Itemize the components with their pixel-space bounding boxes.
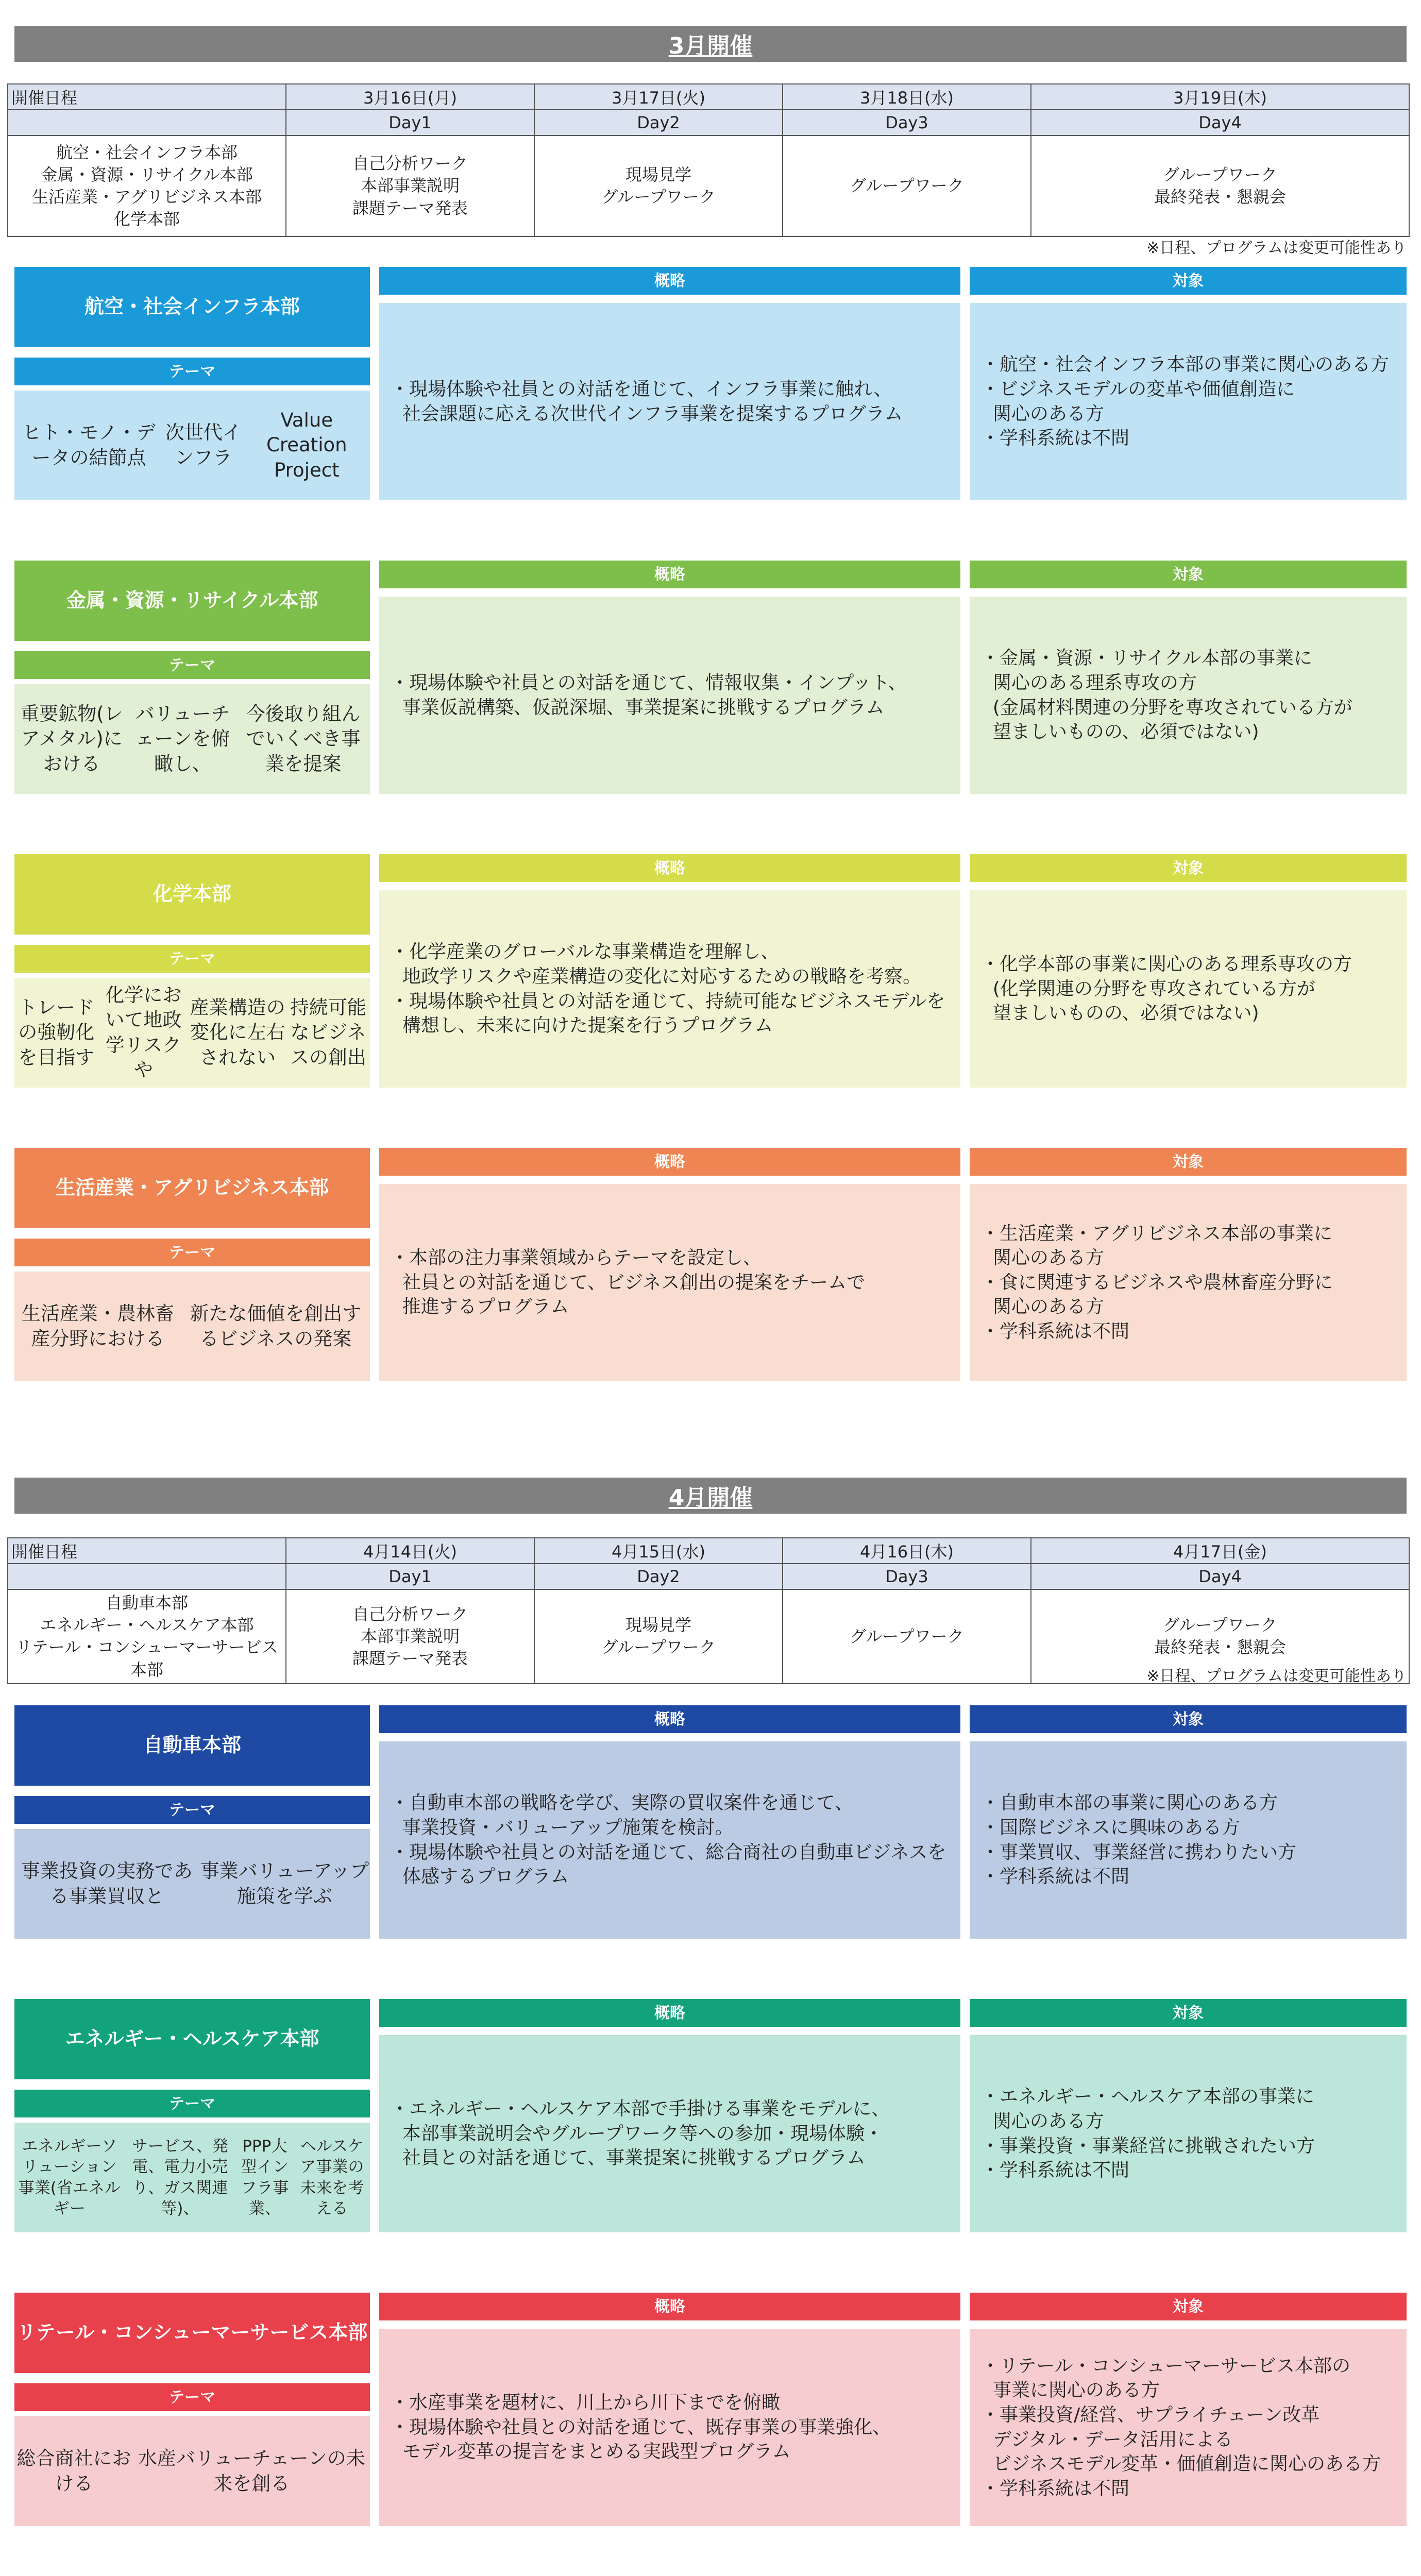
text-line: ・学科系統は不問 — [981, 2478, 1130, 2499]
text-line: PPP大型インフラ事業、 — [241, 2137, 289, 2218]
text-line: リテール・コンシューマーサービス本部 — [15, 1637, 278, 1680]
text-line: 金属・資源・リサイクル本部 — [41, 164, 253, 184]
program-overview-label: 概略 — [379, 561, 960, 588]
schedule-day-content — [783, 135, 1031, 236]
program-target-label: 対象 — [970, 1999, 1407, 2027]
text-line: 地政学リスクや産業構造の変化に対応するための戦略を考察。 — [391, 965, 922, 987]
program-department-name — [14, 854, 370, 935]
text-line: ・現場体験や社員との対話を通じて、総合商社の自動車ビジネスを — [391, 1841, 946, 1863]
text-line: ・食に関連するビジネスや農林畜産分野に — [981, 1272, 1333, 1293]
schedule-day-content — [1031, 135, 1409, 236]
text-line: ・現場体験や社員との対話を通じて、インフラ事業に触れ、 — [391, 378, 892, 400]
program-target-lines — [981, 952, 1352, 1026]
text-line: ・自動車本部の戦略を学び、実際の買収案件を通じて、 — [391, 1792, 853, 1814]
program-target-label: 対象 — [970, 1148, 1407, 1176]
text-line: グループワーク — [601, 1637, 716, 1657]
schedule-departments-cell — [8, 1589, 286, 1684]
text-line: ヘルスケア事業の未来を考える — [300, 2137, 364, 2218]
program-target-label: 対象 — [970, 1705, 1407, 1733]
text-line: 関心のある理系専攻の方 — [981, 672, 1197, 693]
schedule-date: 4月17日(金) — [1031, 1538, 1409, 1564]
text-line: 関心のある方 — [981, 2110, 1104, 2132]
schedule-day: Day3 — [783, 110, 1031, 135]
schedule-day-content — [534, 1589, 783, 1684]
text-line: ・ビジネスモデルの変革や価値創造に — [981, 378, 1295, 400]
program-target-text — [970, 1741, 1407, 1939]
text-line: 社員との対話を通じて、事業提案に挑戦するプログラム — [391, 2147, 866, 2169]
program-theme-label: テーマ — [14, 358, 370, 385]
section-title-march — [14, 26, 1407, 62]
program-overview-text — [379, 303, 960, 500]
schedule-day-content — [783, 1589, 1031, 1684]
program-department-name — [14, 561, 370, 641]
program-block — [0, 267, 1421, 512]
program-overview-lines — [391, 2391, 891, 2464]
text-line: ・現場体験や社員との対話を通じて、既存事業の事業強化、 — [391, 2416, 891, 2438]
program-theme-label: テーマ — [14, 945, 370, 973]
text-line: ・事業投資・事業経営に挑戦されたい方 — [981, 2135, 1315, 2157]
text-line: ・化学本部の事業に関心のある理系専攻の方 — [981, 954, 1352, 975]
text-line: 水産バリューチェーンの未来を創る — [138, 2447, 365, 2495]
text-line: 社員との対話を通じて、ビジネス創出の提案をチームで — [391, 1272, 866, 1293]
schedule-day: Day1 — [286, 1564, 534, 1589]
text-line: ・リテール・コンシューマーサービス本部の — [981, 2355, 1350, 2377]
program-theme-label: テーマ — [14, 651, 370, 679]
schedule-empty-cell — [8, 110, 286, 135]
program-target-text — [970, 2329, 1407, 2526]
text-line: 最終発表・懇親会 — [1154, 187, 1286, 207]
program-target-text — [970, 597, 1407, 794]
text-line: (金属材料関連の分野を専攻されている方が — [981, 697, 1352, 718]
text-line: 重要鉱物(レアメタル)における — [20, 703, 123, 775]
program-target-text — [970, 303, 1407, 500]
text-line: ・生活産業・アグリビジネス本部の事業に — [981, 1223, 1332, 1244]
schedule-date-row — [8, 84, 1409, 110]
text-line: グループワーク — [1163, 164, 1277, 184]
schedule-date: 4月16日(木) — [783, 1538, 1031, 1564]
schedule-date: 3月17日(火) — [534, 84, 783, 110]
text-line: ・本部の注力事業領域からテーマを設定し、 — [391, 1247, 762, 1269]
section-title-april — [14, 1478, 1407, 1514]
program-theme-label: テーマ — [14, 2383, 370, 2411]
schedule-table-march — [7, 83, 1410, 237]
schedule-date: 4月14日(火) — [286, 1538, 534, 1564]
program-department-name — [14, 2293, 370, 2373]
text-line: 化学本部 — [113, 209, 180, 229]
text-line: 課題テーマ発表 — [352, 198, 468, 218]
program-overview-lines — [391, 1791, 946, 1889]
text-line: 航空・社会インフラ本部 — [84, 295, 300, 318]
text-line: ・現場体験や社員との対話を通じて、情報収集・インプット、 — [391, 672, 907, 693]
program-overview-text — [379, 2035, 960, 2232]
text-line: 事業バリューアップ施策を学ぶ — [200, 1860, 369, 1907]
program-theme-label: テーマ — [14, 1239, 370, 1266]
text-line: ・学科系統は不問 — [981, 2160, 1130, 2181]
program-overview-label: 概略 — [379, 1705, 960, 1733]
text-line: 総合商社における — [16, 2447, 131, 2495]
program-theme-text — [14, 2416, 370, 2526]
text-line: ・事業買収、事業経営に携わりたい方 — [981, 1841, 1297, 1863]
schedule-date-row — [8, 1538, 1409, 1564]
text-line: グループワーク — [1163, 1615, 1277, 1635]
section-title-text: 4月開催 — [668, 1485, 753, 1511]
schedule-day: Day1 — [286, 110, 534, 135]
text-line: ・水産事業を題材に、川上から川下までを俯瞰 — [391, 2392, 781, 2414]
program-target-text — [970, 890, 1407, 1088]
program-overview-label: 概略 — [379, 2293, 960, 2320]
text-line: ヒト・モノ・データの結節点 — [22, 421, 156, 469]
program-theme-label: テーマ — [14, 1796, 370, 1824]
program-theme-text — [14, 1829, 370, 1939]
text-line: 持続可能なビジネスの創出 — [290, 996, 366, 1069]
text-line: 最終発表・懇親会 — [1154, 1637, 1286, 1657]
program-block — [0, 561, 1421, 805]
text-line: 推進するプログラム — [391, 1296, 569, 1318]
text-line: 事業に関心のある方 — [981, 2380, 1160, 2401]
schedule-day: Day4 — [1031, 1564, 1409, 1589]
section-title-text: 3月開催 — [668, 33, 753, 59]
program-overview-text — [379, 1741, 960, 1939]
program-target-lines — [981, 646, 1352, 744]
schedule-note: ※日程、プログラムは変更可能性あり — [1146, 1667, 1407, 1685]
schedule-note: ※日程、プログラムは変更可能性あり — [1146, 239, 1407, 257]
text-line: 構想し、未来に向けた提案を行うプログラム — [391, 1015, 773, 1037]
text-line: 事業投資・バリューアップ施策を検討。 — [391, 1817, 734, 1838]
text-line: エネルギー・ヘルスケア本部 — [65, 2027, 319, 2050]
program-target-lines — [981, 2084, 1315, 2182]
program-block — [0, 1705, 1421, 1950]
schedule-content-row — [8, 135, 1409, 236]
text-line: ・学科系統は不問 — [981, 428, 1130, 449]
text-line: Value Creation Project — [266, 409, 347, 481]
text-line: サービス、発電、電力小売り、ガス関連等)、 — [131, 2137, 228, 2218]
program-department-name — [14, 1148, 370, 1228]
text-line: 事業投資の実務である事業買収と — [21, 1860, 193, 1907]
text-line: 自己分析ワーク — [352, 1604, 468, 1624]
text-line: ・航空・社会インフラ本部の事業に関心のある方 — [981, 354, 1390, 376]
program-target-text — [970, 2035, 1407, 2232]
text-line: 現場見学 — [625, 164, 691, 184]
text-line: ・金属・資源・リサイクル本部の事業に — [981, 648, 1312, 669]
text-line: 航空・社会インフラ本部 — [56, 142, 238, 162]
program-target-lines — [981, 1222, 1333, 1344]
text-line: 本部事業説明会やグループワーク等への参加・現場体験・ — [391, 2123, 884, 2144]
text-line: トレードの強靭化を目指す — [18, 996, 95, 1069]
text-line: エネルギー・ヘルスケア本部 — [40, 1615, 254, 1635]
program-overview-text — [379, 2329, 960, 2526]
program-target-text — [970, 1184, 1407, 1381]
text-line: ・現場体験や社員との対話を通じて、持続可能なビジネスモデルを — [391, 990, 945, 1012]
text-line: 金属・資源・リサイクル本部 — [66, 589, 318, 612]
text-line: 関心のある方 — [981, 403, 1104, 425]
program-theme-text — [14, 684, 370, 794]
text-line: ・事業投資/経営、サプライチェーン改革 — [981, 2404, 1320, 2426]
text-line: ・学科系統は不問 — [981, 1866, 1130, 1888]
text-line: 関心のある方 — [981, 1296, 1104, 1318]
schedule-day: Day2 — [534, 1564, 783, 1589]
text-line: エネルギーソリューション事業(省エネルギー — [18, 2137, 121, 2218]
text-line: ・学科系統は不問 — [981, 1320, 1130, 1342]
text-line: 生活産業・アグリビジネス本部 — [31, 187, 262, 207]
program-theme-text — [14, 391, 370, 500]
program-overview-lines — [391, 671, 907, 720]
program-target-lines — [981, 352, 1389, 450]
text-line: ・エネルギー・ヘルスケア本部で手掛ける事業をモデルに、 — [391, 2098, 890, 2120]
text-line: 自動車本部 — [105, 1593, 188, 1613]
text-line: 望ましいものの、必須ではない) — [981, 1003, 1259, 1024]
program-overview-text — [379, 597, 960, 794]
text-line: 化学本部 — [153, 883, 231, 906]
text-line: ・自動車本部の事業に関心のある方 — [981, 1792, 1278, 1814]
program-target-label: 対象 — [970, 854, 1407, 882]
text-line: ビジネスモデル変革・価値創造に関心のある方 — [981, 2453, 1381, 2475]
schedule-header-label: 開催日程 — [8, 84, 286, 110]
program-block — [0, 854, 1421, 1099]
program-theme-text — [14, 2123, 370, 2232]
text-line: グループワーク — [850, 176, 964, 196]
text-line: 産業構造の変化に左右されない — [190, 996, 285, 1069]
text-line: 本部事業説明 — [360, 1626, 460, 1646]
schedule-table-april — [7, 1537, 1410, 1684]
program-target-lines — [981, 2354, 1381, 2501]
program-block — [0, 1999, 1421, 2244]
text-line: グループワーク — [850, 1626, 964, 1646]
text-line: (化学関連の分野を専攻されている方が — [981, 978, 1315, 999]
text-line: 社会課題に応える次世代インフラ事業を提案するプログラム — [391, 403, 903, 425]
program-overview-label: 概略 — [379, 1148, 960, 1176]
text-line: 現場見学 — [625, 1615, 691, 1635]
text-line: 今後取り組んでいくべき事業を提案 — [246, 703, 361, 775]
program-target-label: 対象 — [970, 561, 1407, 588]
text-line: 望ましいものの、必須ではない) — [981, 721, 1259, 743]
schedule-day-content — [286, 1589, 534, 1684]
text-line: 関心のある方 — [981, 1247, 1104, 1269]
schedule-day: Day3 — [783, 1564, 1031, 1589]
text-line: 自己分析ワーク — [352, 154, 468, 174]
program-overview-label: 概略 — [379, 1999, 960, 2027]
text-line: 体感するプログラム — [391, 1866, 569, 1888]
program-theme-text — [14, 1272, 370, 1381]
schedule-day: Day2 — [534, 110, 783, 135]
program-overview-lines — [391, 377, 903, 426]
program-theme-label: テーマ — [14, 2090, 370, 2117]
schedule-day-row — [8, 1564, 1409, 1589]
program-overview-text — [379, 1184, 960, 1381]
schedule-day-row — [8, 110, 1409, 135]
text-line: ・化学産業のグローバルな事業構造を理解し、 — [391, 941, 780, 963]
text-line: 次世代インフラ — [165, 421, 242, 469]
text-line: 本部事業説明 — [360, 176, 460, 196]
schedule-date: 3月19日(木) — [1031, 84, 1409, 110]
schedule-date: 4月15日(水) — [534, 1538, 783, 1564]
program-block — [0, 2293, 1421, 2537]
program-department-name — [14, 1999, 370, 2079]
program-target-lines — [981, 1791, 1296, 1889]
program-department-name — [14, 1705, 370, 1786]
schedule-date: 3月16日(月) — [286, 84, 534, 110]
text-line: ・エネルギー・ヘルスケア本部の事業に — [981, 2086, 1314, 2108]
schedule-date: 3月18日(水) — [783, 84, 1031, 110]
text-line: コンシューマーサービス本部 — [114, 2321, 368, 2344]
schedule-empty-cell — [8, 1564, 286, 1589]
schedule-day-content — [286, 135, 534, 236]
text-line: 課題テーマ発表 — [352, 1648, 468, 1668]
text-line: モデル変革の提言をまとめる実践型プログラム — [391, 2441, 791, 2463]
text-line: グループワーク — [601, 187, 716, 207]
program-overview-lines — [391, 940, 945, 1038]
program-target-label: 対象 — [970, 2293, 1407, 2320]
text-line: 生活産業・アグリビジネス本部 — [56, 1176, 329, 1199]
text-line: 新たな価値を創出するビジネスの発案 — [190, 1302, 362, 1350]
schedule-day-content — [534, 135, 783, 236]
text-line: バリューチェーンを俯瞰し、 — [135, 703, 230, 775]
program-overview-label: 概略 — [379, 854, 960, 882]
text-line: デジタル・データ活用による — [981, 2429, 1233, 2450]
text-line: 事業仮説構築、仮説深堀、事業提案に挑戦するプログラム — [391, 697, 885, 718]
schedule-header-label: 開催日程 — [8, 1538, 286, 1564]
program-overview-lines — [391, 1246, 865, 1319]
text-line: ・国際ビジネスに興味のある方 — [981, 1817, 1240, 1838]
program-department-name — [14, 267, 370, 347]
program-overview-lines — [391, 2097, 890, 2171]
program-block — [0, 1148, 1421, 1393]
text-line: 自動車本部 — [143, 1734, 241, 1757]
program-overview-label: 概略 — [379, 267, 960, 295]
text-line: 生活産業・農林畜産分野における — [21, 1302, 174, 1350]
text-line: リテール・ — [16, 2321, 114, 2344]
program-target-label: 対象 — [970, 267, 1407, 295]
program-theme-text — [14, 978, 370, 1088]
text-line: 化学において地政学リスクや — [105, 984, 182, 1081]
schedule-day: Day4 — [1031, 110, 1409, 135]
program-overview-text — [379, 890, 960, 1088]
schedule-departments-cell — [8, 135, 286, 236]
